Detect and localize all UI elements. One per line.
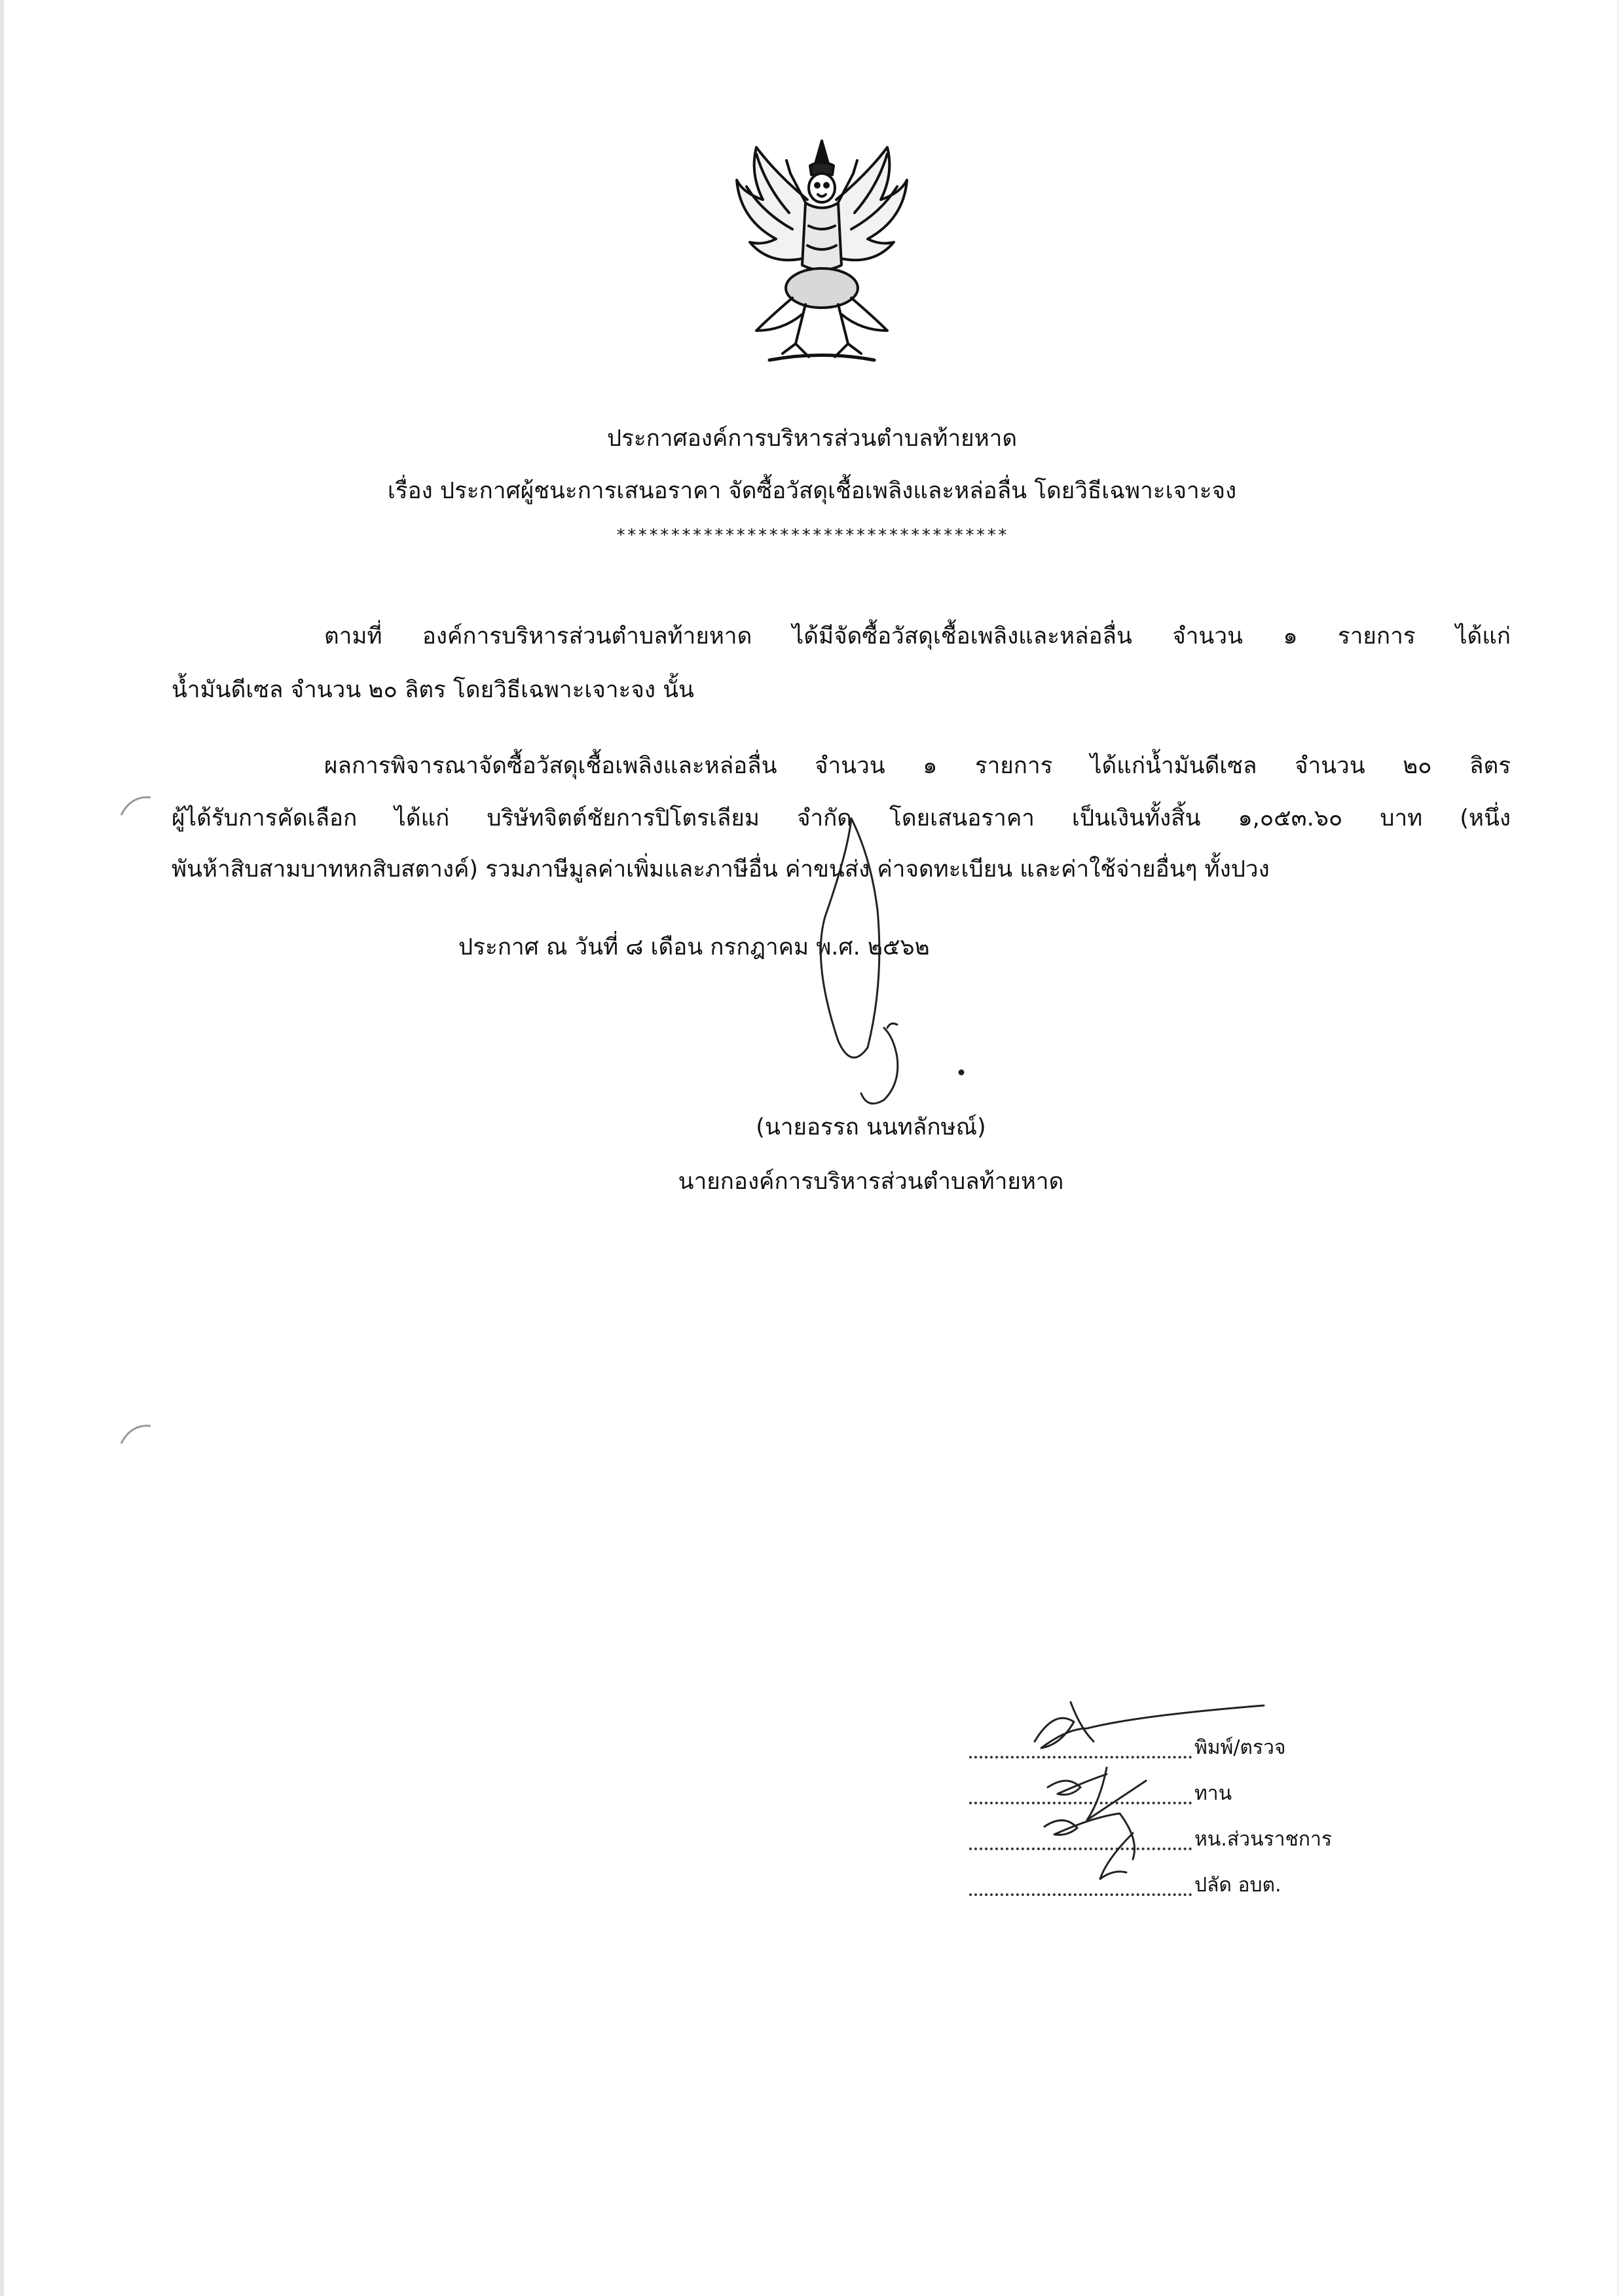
margin-mark-icon (118, 792, 157, 818)
initials-signatures-image (1008, 1683, 1310, 1931)
initial-label: ทาน (1194, 1782, 1232, 1805)
paragraph-2-line-1: ผลการพิจารณาจัดซื้อวัสดุเชื้อเพลิงและหล่อลื่น จำนวน ๑ รายการ ได้แก่น้ำมันดีเซล จำนวน ๒๐ ลิตร (324, 753, 1511, 779)
garuda-emblem-icon (730, 134, 913, 370)
paragraph-1-line-1: ตามที่ องค์การบริหารส่วนตำบลท้ายหาด ได้มีจัดซื้อวัสดุเชื้อเพลิงและหล่อลื่น จำนวน ๑ รายการ ได้แก่ (324, 623, 1511, 649)
announcement-subject: เรื่อง ประกาศผู้ชนะการเสนอราคา จัดซื้อวัสดุเชื้อเพลิงและหล่อลื่น โดยวิธีเฉพาะเจาะจง (387, 478, 1237, 504)
separator-line: ************************************ (616, 526, 1008, 545)
margin-mark-icon (118, 1421, 157, 1447)
announcement-title: ประกาศองค์การบริหารส่วนตำบลท้ายหาด (606, 426, 1018, 452)
page-edge-right (1617, 0, 1619, 2296)
signature-image (753, 812, 989, 1126)
page-edge-left (0, 0, 4, 2296)
paragraph-1-line-2: น้ำมันดีเซล จำนวน ๒๐ ลิตร โดยวิธีเฉพาะเจาะจง นั้น (172, 677, 694, 703)
paragraph-2-line-2: ผู้ได้รับการคัดเลือก ได้แก่ บริษัทจิตต์ชัยการปิโตรเลียม จำกัด โดยเสนอราคา เป็นเงินทั้งสิ้น ๑,๐๕๓.๖๐ บาท (หนึ่ง (172, 805, 1511, 831)
signer-name: (นายอรรถ นนทลักษณ์) (756, 1114, 986, 1140)
initial-label: พิมพ์/ตรวจ (1194, 1736, 1286, 1759)
initial-label: ปลัด อบต. (1194, 1874, 1282, 1897)
paragraph-2-line-3: พันห้าสิบสามบาทหกสิบสตางค์) รวมภาษีมูลค่าเพิ่มและภาษีอื่น ค่าขนส่ง ค่าจดทะเบียน และค่าใช้จ่ายอื่นๆ ทั้งปวง (172, 856, 1270, 883)
initial-label: หน.ส่วนราชการ (1194, 1828, 1332, 1851)
announcement-date: ประกาศ ณ วันที่ ๘ เดือน กรกฎาคม พ.ศ. ๒๕๖๒ (458, 934, 930, 960)
initials-block (969, 1702, 1401, 1938)
signer-position: นายกองค์การบริหารส่วนตำบลท้ายหาด (678, 1169, 1064, 1195)
